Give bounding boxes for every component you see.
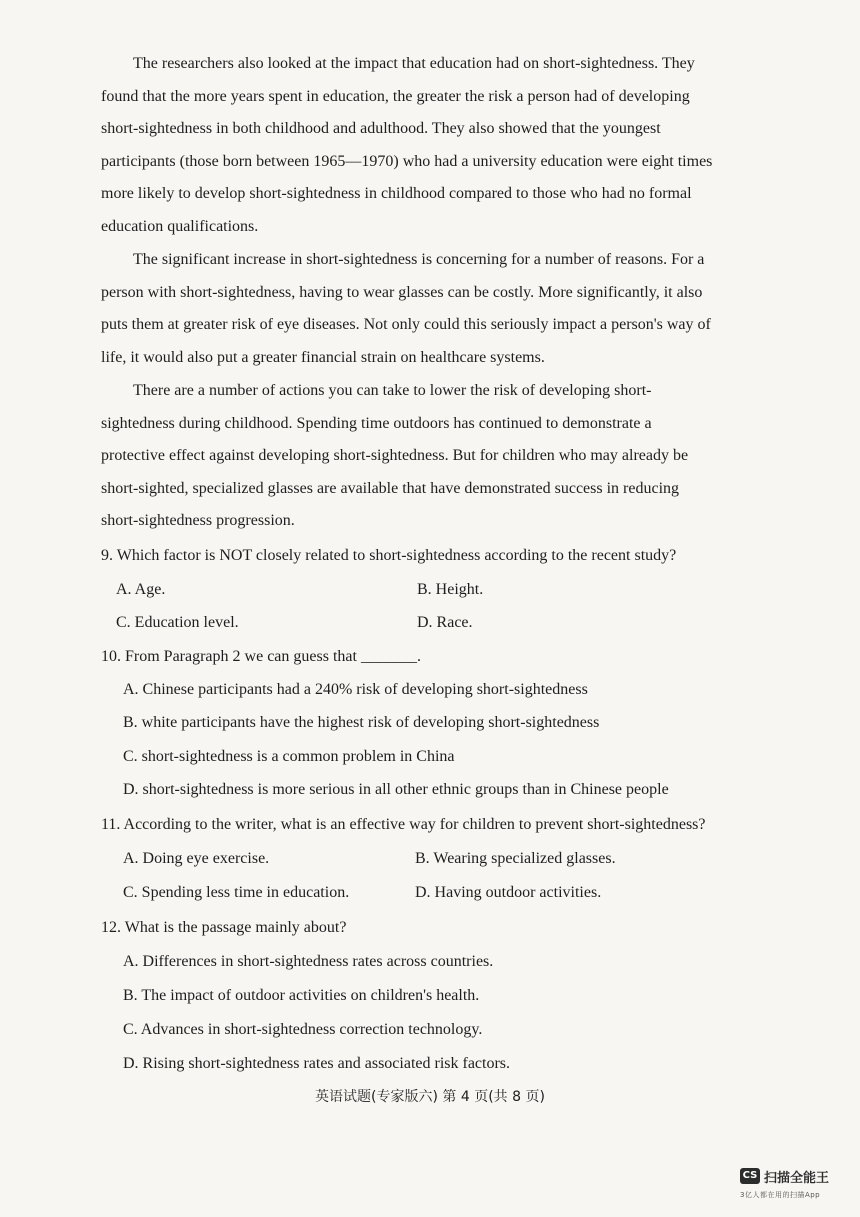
text-line: sightedness during childhood. Spending time outdoors has continued to demonstrate a (101, 414, 652, 432)
text-line: The researchers also looked at the impact that education had on short-sightedness. They (133, 55, 695, 72)
text-line: education qualifications. (101, 217, 259, 235)
question-9-option-b: B. Height. (417, 581, 484, 598)
question-11-option-b: B. Wearing specialized glasses. (415, 850, 616, 867)
watermark-app-name: 扫描全能王 (764, 1171, 830, 1186)
question-10-stem: 10. From Paragraph 2 we can guess that _______. (101, 648, 421, 665)
question-12-option-a: A. Differences in short-sightedness rates across countries. (123, 953, 494, 970)
question-11-stem: 11. According to the writer, what is an effective way for children to prevent short-sightedness? (101, 816, 706, 833)
text-line: protective effect against developing short-sightedness. But for children who may already be (101, 447, 689, 465)
question-12-option-b: B. The impact of outdoor activities on children's health. (123, 987, 480, 1004)
question-10-option-a: A. Chinese participants had a 240% risk of developing short-sightedness (123, 681, 588, 698)
text-line: short-sightedness progression. (101, 512, 295, 530)
camscanner-logo-icon: CS (740, 1168, 760, 1184)
watermark-tagline: 3亿人都在用的扫描App (740, 1191, 821, 1199)
passage-paragraph-1 (101, 48, 757, 244)
text-line: more likely to develop short-sightedness in childhood compared to those who had no formal (101, 185, 692, 203)
question-11-option-c: C. Spending less time in education. (123, 884, 350, 901)
text-line: short-sighted, specialized glasses are available that have demonstrated success in reducing (101, 479, 680, 497)
question-12-option-d: D. Rising short-sightedness rates and associated risk factors. (123, 1055, 511, 1072)
question-10-option-c: C. short-sightedness is a common problem in China (123, 748, 455, 765)
question-10-option-b: B. white participants have the highest risk of developing short-sightedness (123, 714, 600, 731)
question-11-option-a: A. Doing eye exercise. (123, 850, 270, 867)
passage-paragraph-3 (101, 375, 757, 538)
question-12-option-c: C. Advances in short-sightedness correction technology. (123, 1021, 483, 1038)
question-12-stem: 12. What is the passage mainly about? (101, 919, 347, 936)
text-line: person with short-sightedness, having to wear glasses can be costly. More significantly, it also (101, 283, 703, 301)
question-10-option-d: D. short-sightedness is more serious in all other ethnic groups than in Chinese people (123, 781, 669, 798)
text-line: There are a number of actions you can take to lower the risk of developing short- (133, 382, 652, 399)
text-line: short-sightedness in both childhood and adulthood. They also showed that the youngest (101, 120, 661, 138)
text-line: life, it would also put a greater financial strain on healthcare systems. (101, 348, 545, 366)
question-9-option-a: A. Age. (116, 581, 166, 598)
text-line: found that the more years spent in education, the greater the risk a person had of developing (101, 87, 690, 105)
passage-paragraph-2 (101, 244, 757, 374)
scanner-watermark (738, 1166, 848, 1208)
question-9-option-d: D. Race. (417, 614, 473, 631)
question-9-option-c: C. Education level. (116, 614, 239, 631)
text-line: participants (those born between 1965—1970) who had a university education were eight times (101, 152, 713, 170)
question-11-option-d: D. Having outdoor activities. (415, 884, 602, 901)
page-footer: 英语试题(专家版六) 第 4 页(共 8 页) (315, 1089, 545, 1105)
text-line: puts them at greater risk of eye diseases. Not only could this seriously impact a person's way of (101, 316, 711, 334)
question-9-stem: 9. Which factor is NOT closely related to short-sightedness according to the recent study? (101, 547, 677, 564)
text-line: The significant increase in short-sightedness is concerning for a number of reasons. For a (133, 251, 705, 268)
